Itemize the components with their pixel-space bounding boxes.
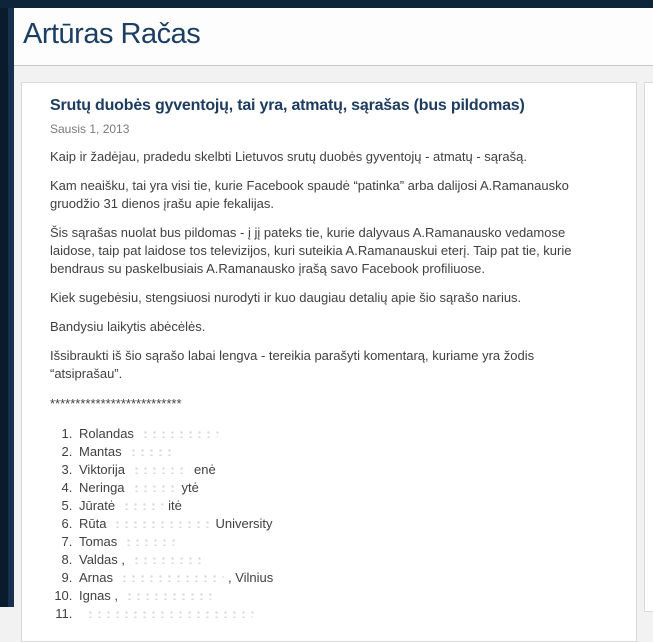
redacted-text bbox=[129, 448, 177, 456]
person-name: Neringa bbox=[79, 480, 125, 495]
left-navy-stripe bbox=[0, 0, 14, 607]
redacted-text bbox=[124, 538, 176, 546]
redacted-text bbox=[86, 610, 254, 618]
post-date: Sausis 1, 2013 bbox=[50, 122, 130, 136]
paragraph: Kam neaišku, tai yra visi tie, kurie Facebook spaudė “patinka” arba dalijosi A.Ramanausko gruodžio 31 dienos įrašu apie fekalijas. bbox=[50, 178, 569, 211]
list-item bbox=[76, 443, 608, 461]
post-title-link[interactable]: Srutų duobės gyventojų, tai yra, atmatų, sąrašas (bus pildomas) bbox=[50, 97, 525, 114]
paragraph: Šis sąrašas nuolat bus pildomas - į jį pateks tie, kurie dalyvaus A.Ramanausko vedamose laidose, taip pat laidose tos televizijos, kuri suteikia A.Ramanauskui eterį. Taip pat tie, kurie bendraus su paskelbusiais A.Ramanausko įrašą savo Facebook profiliuose. bbox=[50, 225, 572, 276]
redacted-text bbox=[132, 556, 204, 564]
person-name: Arnas bbox=[79, 570, 113, 585]
person-name: Ignas , bbox=[79, 588, 119, 603]
list-item bbox=[76, 497, 608, 515]
site-header bbox=[14, 8, 653, 66]
redacted-text bbox=[132, 484, 178, 492]
separator-line: ************************** bbox=[50, 396, 182, 411]
list-item bbox=[76, 461, 608, 479]
paragraph: Kaip ir žadėjau, pradedu skelbti Lietuvos srutų duobės gyventojų - atmatų - sąrašą. bbox=[50, 149, 527, 164]
person-suffix: , Vilnius bbox=[227, 570, 274, 585]
top-navy-bar bbox=[0, 0, 653, 8]
redacted-text bbox=[113, 520, 211, 528]
list-item bbox=[76, 425, 608, 443]
post-body bbox=[50, 148, 608, 383]
post-card bbox=[21, 82, 637, 642]
redacted-text bbox=[122, 502, 164, 510]
redacted-text bbox=[132, 466, 190, 474]
person-name: Viktorija bbox=[79, 462, 126, 477]
person-suffix: University bbox=[215, 516, 273, 531]
list-item bbox=[76, 515, 608, 533]
list-item bbox=[76, 605, 608, 623]
redacted-text bbox=[141, 430, 219, 438]
paragraph: Bandysiu laikytis abėcėlės. bbox=[50, 319, 206, 334]
people-list bbox=[50, 425, 608, 623]
list-item bbox=[76, 587, 608, 605]
person-name: Mantas bbox=[79, 444, 122, 459]
paragraph: Išsibraukti iš šio sąrašo labai lengva - tereikia parašyti komentarą, kuriame yra žodis “atsiprašau”. bbox=[50, 348, 535, 381]
list-item bbox=[76, 479, 608, 497]
person-name: Tomas bbox=[79, 534, 118, 549]
site-title-link[interactable]: Artūras Račas bbox=[23, 18, 201, 50]
person-name: Jūratė bbox=[79, 498, 116, 513]
list-item bbox=[76, 551, 608, 569]
sidebar-edge bbox=[644, 82, 653, 612]
person-name: Valdas , bbox=[79, 552, 126, 567]
redacted-text bbox=[120, 574, 224, 582]
redacted-text bbox=[125, 592, 213, 600]
person-suffix: itė bbox=[168, 498, 182, 513]
person-name: Rolandas bbox=[79, 426, 134, 441]
person-name: Rūta bbox=[79, 516, 107, 531]
paragraph: Kiek sugebėsiu, stengsiuosi nurodyti ir kuo daugiau detalių apie šio sąrašo narius. bbox=[50, 290, 522, 305]
list-item bbox=[76, 533, 608, 551]
person-suffix: enė bbox=[194, 462, 216, 477]
list-item bbox=[76, 569, 608, 587]
person-suffix: ytė bbox=[181, 480, 199, 495]
